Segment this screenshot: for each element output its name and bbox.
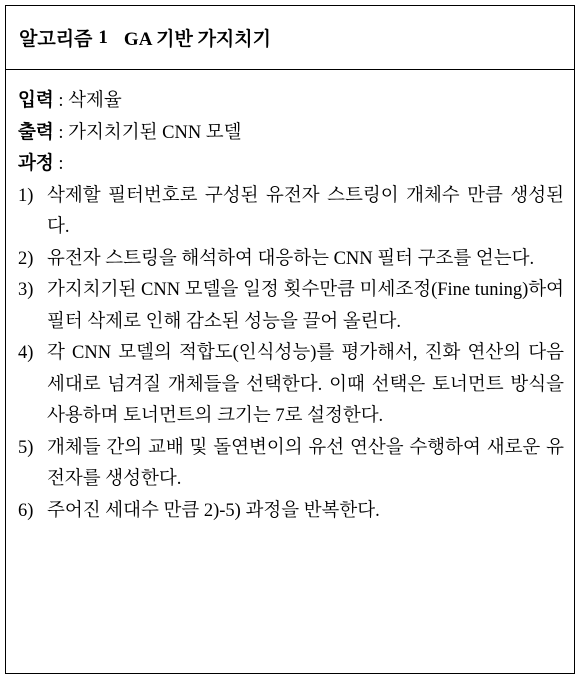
algorithm-number: 1	[98, 26, 108, 48]
input-key: 입력	[18, 91, 54, 111]
step-item	[18, 181, 564, 244]
algorithm-name: GA 기반 가지치기	[123, 29, 271, 50]
step-text: 주어진 세대수 만큼 2)-5) 과정을 반복한다.	[47, 500, 380, 521]
step-item	[18, 496, 564, 528]
algorithm-body	[6, 70, 574, 527]
step-list	[18, 181, 564, 528]
output-value: 가지치기된 CNN 모델	[68, 122, 242, 143]
output-sep: :	[53, 122, 69, 143]
algorithm-title	[6, 6, 574, 70]
process-sep: :	[53, 154, 64, 174]
step-number: 3)	[18, 280, 34, 300]
step-text: 가지치기된 CNN 모델을 일정 횟수만큼 미세조정(Fine tuning)하여 필터 삭제로 인해 감소된 성능을 끌어 올린다.	[47, 280, 564, 332]
step-text: 유전자 스트링을 해석하여 대응하는 CNN 필터 구조를 얻는다.	[47, 248, 535, 269]
step-item	[18, 275, 564, 338]
step-number: 1)	[18, 185, 34, 206]
step-item	[18, 338, 564, 433]
step-item	[18, 433, 564, 496]
algorithm-box	[5, 5, 575, 674]
output-field	[18, 118, 564, 150]
step-number: 2)	[18, 248, 34, 269]
step-number: 4)	[18, 343, 34, 363]
process-key: 과정	[18, 154, 54, 174]
step-text: 개체들 간의 교배 및 돌연변이의 유선 연산을 수행하여 새로운 유전자를 생성한다.	[47, 437, 564, 489]
step-number: 6)	[18, 500, 34, 521]
output-key: 출력	[18, 122, 54, 143]
input-sep: :	[53, 91, 69, 111]
step-text: 삭제할 필터번호로 구성된 유전자 스트링이 개체수 만큼 생성된다.	[47, 185, 564, 237]
algorithm-label: 알고리즘	[19, 29, 93, 50]
input-value: 삭제율	[68, 91, 122, 111]
step-item	[18, 244, 564, 276]
step-text: 각 CNN 모델의 적합도(인식성능)를 평가해서, 진화 연산의 다음 세대로 넘겨질 개체들을 선택한다. 이때 선택은 토너먼트 방식을 사용하며 토너먼트의 크기는 7로 설정한다.	[47, 343, 564, 426]
process-field	[18, 149, 564, 181]
step-number: 5)	[18, 437, 34, 458]
input-field	[18, 86, 564, 118]
